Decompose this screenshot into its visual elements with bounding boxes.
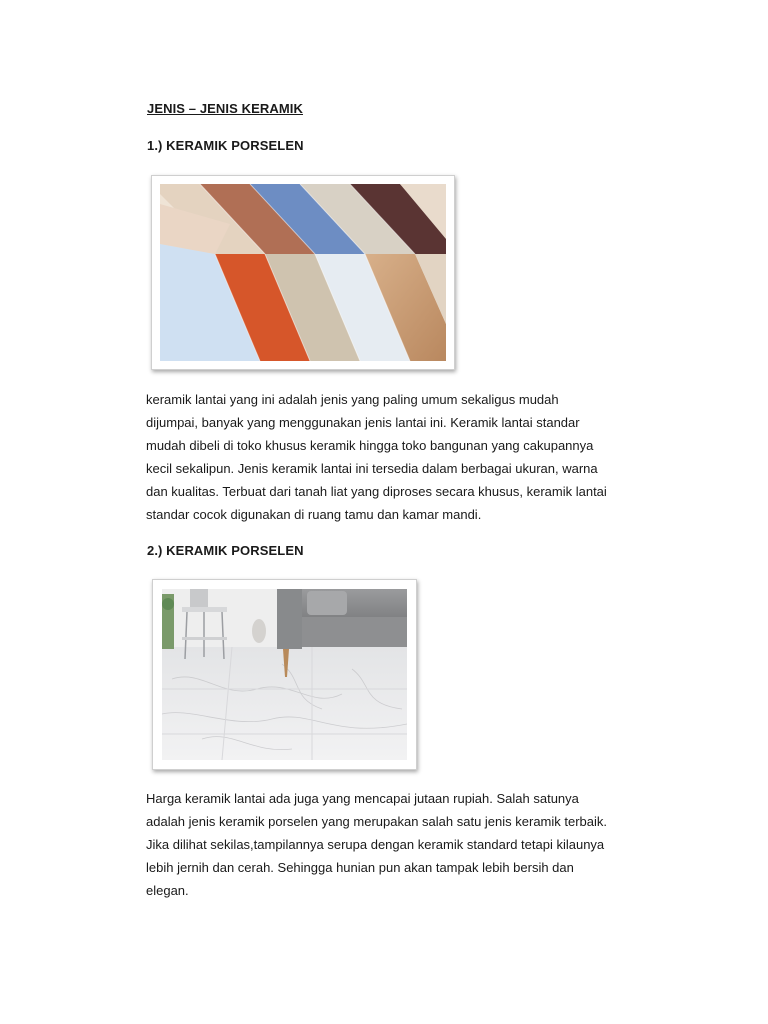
paragraph-line: dijumpai, banyak yang menggunakan jenis lantai ini. Keramik lantai standar (146, 415, 580, 430)
paragraph-line: Jika dilihat sekilas,tampilannya serupa dengan keramik standard tetapi kilaunya (146, 837, 605, 852)
section-2-paragraph (146, 787, 666, 902)
section-2-heading: 2.) KERAMIK PORSELEN (147, 543, 304, 558)
section-1-paragraph (146, 388, 666, 526)
paragraph-line: adalah jenis keramik porselen yang merupakan salah satu jenis keramik terbaik. (146, 814, 608, 829)
paragraph-line: lebih jernih dan cerah. Sehingga hunian pun akan tampak lebih bersih dan (146, 860, 574, 875)
ceramic-tiles-image (160, 184, 446, 361)
marble-floor-image (162, 589, 407, 760)
ceramic-tiles-photo (151, 175, 455, 370)
paragraph-line: elegan. (146, 883, 189, 898)
paragraph-line: mudah dibeli di toko khusus keramik hingga toko bangunan yang cakupannya (146, 438, 594, 453)
paragraph-line: standar cocok digunakan di ruang tamu dan kamar mandi. (146, 507, 482, 522)
paragraph-line: kecil sekalipun. Jenis keramik lantai ini tersedia dalam berbagai ukuran, warna (146, 461, 598, 476)
paragraph-line: keramik lantai yang ini adalah jenis yang paling umum sekaligus mudah (146, 392, 559, 407)
document-title: JENIS – JENIS KERAMIK (147, 101, 303, 116)
marble-floor-room-photo (152, 579, 417, 770)
paragraph-line: dan kualitas. Terbuat dari tanah liat yang diproses secara khusus, keramik lantai (146, 484, 607, 499)
paragraph-line: Harga keramik lantai ada juga yang mencapai jutaan rupiah. Salah satunya (146, 791, 579, 806)
section-1-heading: 1.) KERAMIK PORSELEN (147, 138, 304, 153)
